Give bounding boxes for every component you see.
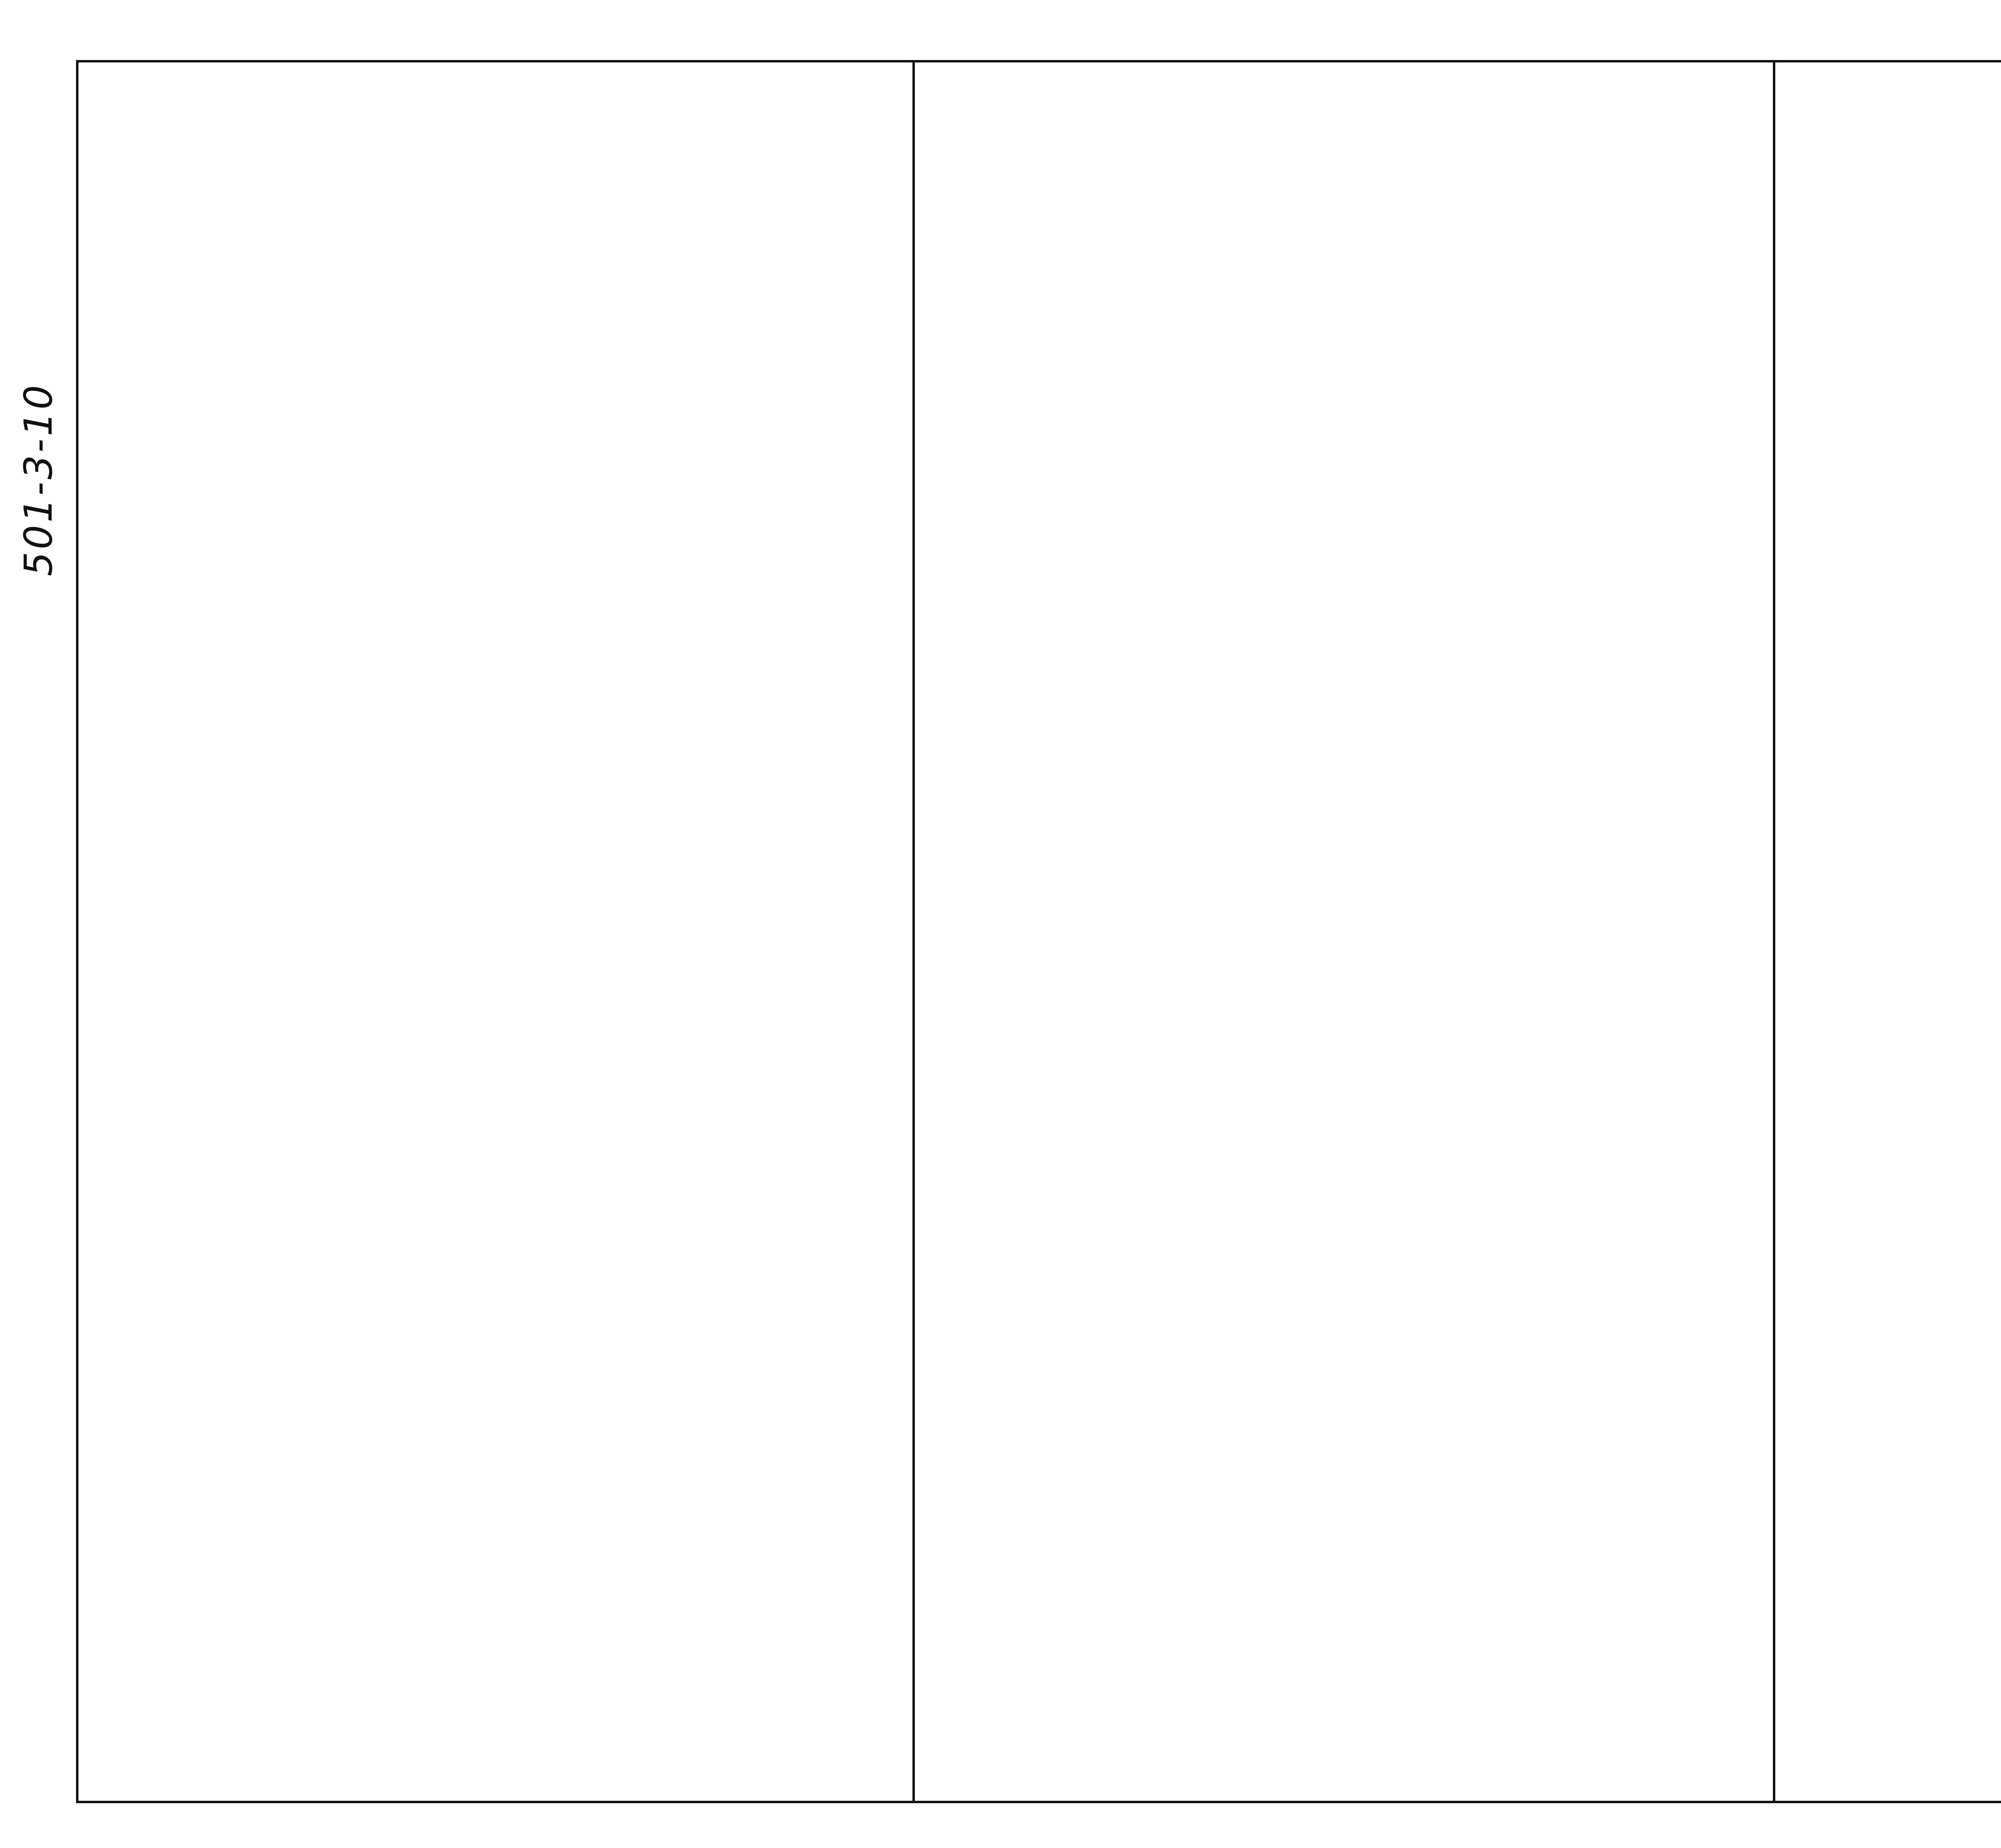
panel-divider-right <box>1773 60 1775 1803</box>
panel-divider-left <box>912 60 915 1803</box>
document-code: 501-3-10 <box>16 383 61 576</box>
frame-bottom-line <box>76 1801 2001 1803</box>
frame-left-line <box>76 60 78 1803</box>
frame-top-line <box>76 60 2001 62</box>
